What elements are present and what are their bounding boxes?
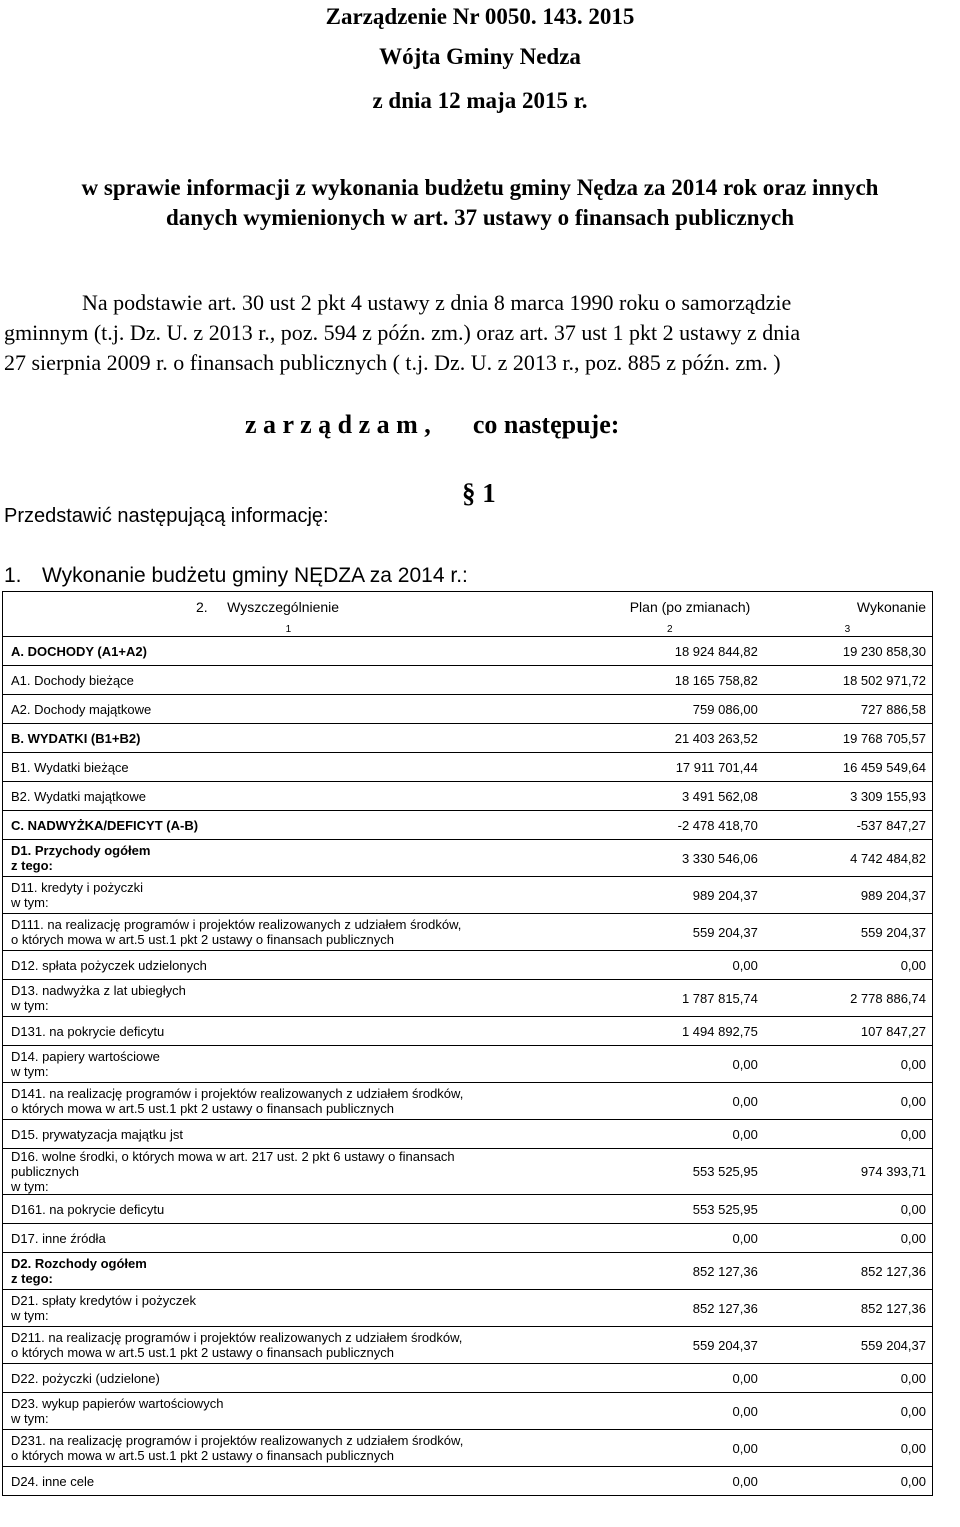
plan-value: 559 204,37 — [574, 914, 761, 951]
plan-value: 0,00 — [574, 1120, 761, 1149]
row-label — [3, 1393, 574, 1430]
row-label-line: D211. na realizację programów i projektów realizowanych z udziałem środków, — [11, 1330, 463, 1345]
row-label-line: D2. Rozchody ogółem — [11, 1256, 147, 1271]
column-number-row — [3, 622, 933, 637]
table-row — [3, 1290, 933, 1327]
issuer: Wójta Gminy Nedza — [379, 44, 581, 69]
plan-value: 1 787 815,74 — [574, 980, 761, 1017]
row-label — [3, 951, 574, 980]
table-row — [3, 877, 933, 914]
plan-value: 0,00 — [574, 1224, 761, 1253]
execution-value: 2 778 886,74 — [761, 980, 933, 1017]
row-label-line: B2. Wydatki majątkowe — [11, 788, 146, 804]
plan-value: 0,00 — [574, 1046, 761, 1083]
plan-value: 1 494 892,75 — [574, 1017, 761, 1046]
execution-value: 0,00 — [761, 1467, 933, 1496]
row-label-line: w tym: — [11, 1179, 49, 1194]
plan-value: 3 491 562,08 — [574, 782, 761, 811]
header-col2: Plan (po zmianach) — [629, 599, 751, 615]
row-label-line: w tym: — [11, 1064, 49, 1079]
plan-value: 553 525,95 — [574, 1195, 761, 1224]
table-row — [3, 1253, 933, 1290]
row-label-line: o których mowa w art.5 ust.1 pkt 2 ustawy o finansach publicznych — [11, 1345, 394, 1360]
row-label-line: D13. nadwyżka z lat ubiegłych — [11, 983, 186, 998]
execution-value: 0,00 — [761, 951, 933, 980]
header-num: 2. — [196, 599, 208, 615]
row-label-line: D1. Przychody ogółem — [11, 843, 151, 858]
plan-value: 759 086,00 — [574, 695, 761, 724]
table-row — [3, 753, 933, 782]
table-row — [3, 637, 933, 666]
row-label-line: w tym: — [11, 1308, 49, 1323]
row-label-line: o których mowa w art.5 ust.1 pkt 2 ustawy o finansach publicznych — [11, 1101, 394, 1116]
row-label-line: D24. inne cele — [11, 1473, 95, 1489]
row-label-line: D11. kredyty i pożyczki — [11, 880, 143, 895]
row-label-line: z tego: — [11, 858, 53, 873]
plan-value: 3 330 546,06 — [574, 840, 761, 877]
legal-basis-text-1: Na podstawie art. 30 ust 2 pkt 4 ustawy z dnia 8 marca 1990 roku o samorządzie — [82, 290, 792, 315]
legal-basis-line-2: gminnym (t.j. Dz. U. z 2013 r., poz. 594 z późn. zm.) oraz art. 37 ust 1 pkt 2 ustawy z dnia — [4, 320, 801, 345]
row-label-line: D22. pożyczki (udzielone) — [11, 1370, 160, 1386]
row-label — [3, 695, 574, 724]
row-label-line: A1. Dochody bieżące — [11, 672, 134, 688]
row-label — [3, 1017, 574, 1046]
row-label — [3, 1224, 574, 1253]
execution-value: 852 127,36 — [761, 1253, 933, 1290]
plan-value: 553 525,95 — [574, 1149, 761, 1195]
order-date: z dnia 12 maja 2015 r. — [372, 88, 588, 113]
row-label — [3, 666, 574, 695]
row-label — [3, 1467, 574, 1496]
row-label-line: z tego: — [11, 1271, 53, 1286]
table-row — [3, 1017, 933, 1046]
execution-value: 0,00 — [761, 1393, 933, 1430]
execution-value: 19 230 858,30 — [761, 637, 933, 666]
row-label-line: C. NADWYŻKA/DEFICYT (A-B) — [11, 817, 199, 833]
plan-value: 0,00 — [574, 1430, 761, 1467]
row-label-line: D15. prywatyzacja majątku jst — [11, 1126, 183, 1142]
row-label — [3, 1120, 574, 1149]
row-label-line: B. WYDATKI (B1+B2) — [11, 730, 141, 746]
row-label — [3, 637, 574, 666]
execution-value: 107 847,27 — [761, 1017, 933, 1046]
header-col3: Wykonanie — [856, 599, 926, 615]
table-row — [3, 666, 933, 695]
row-label-line: w tym: — [11, 998, 49, 1013]
execution-value: 3 309 155,93 — [761, 782, 933, 811]
subject-line-2: danych wymienionych w art. 37 ustawy o finansach publicznych — [165, 205, 795, 230]
execution-value: 0,00 — [761, 1046, 933, 1083]
table-row — [3, 1046, 933, 1083]
present-info-text: Przedstawić następującą informację: — [4, 505, 329, 527]
column-number-1: 1 — [285, 623, 292, 635]
plan-value: 0,00 — [574, 1467, 761, 1496]
paragraph-mark: § 1 — [462, 478, 496, 508]
header-col1: Wyszczególnienie — [227, 599, 340, 615]
table-row — [3, 1195, 933, 1224]
row-label-line: D14. papiery wartościowe — [11, 1049, 160, 1064]
zarzadzam-text: z a r z ą d z a m , — [245, 410, 431, 439]
execution-value: 18 502 971,72 — [761, 666, 933, 695]
row-label-line: w tym: — [11, 895, 49, 910]
execution-value: 16 459 549,64 — [761, 753, 933, 782]
table-row — [3, 914, 933, 951]
execution-value: 559 204,37 — [761, 1327, 933, 1364]
plan-value: 559 204,37 — [574, 1327, 761, 1364]
row-label-line: B1. Wydatki bieżące — [11, 759, 129, 775]
plan-value: 0,00 — [574, 1393, 761, 1430]
plan-value: 17 911 701,44 — [574, 753, 761, 782]
row-label-line: D231. na realizację programów i projektów realizowanych z udziałem środków, — [11, 1433, 464, 1448]
plan-value: 989 204,37 — [574, 877, 761, 914]
row-label-line: publicznych — [11, 1164, 79, 1179]
row-label — [3, 877, 574, 914]
row-label — [3, 1364, 574, 1393]
table-header-row — [3, 592, 933, 623]
plan-value: 0,00 — [574, 1364, 761, 1393]
table-row — [3, 724, 933, 753]
table-row — [3, 695, 933, 724]
section-heading — [4, 564, 468, 588]
table-row — [3, 1364, 933, 1393]
row-label — [3, 1430, 574, 1467]
order-title: Zarządzenie Nr 0050. 143. 2015 — [325, 4, 635, 29]
row-label — [3, 1046, 574, 1083]
plan-value: 21 403 263,52 — [574, 724, 761, 753]
execution-value: 559 204,37 — [761, 914, 933, 951]
execution-value: 852 127,36 — [761, 1290, 933, 1327]
row-label-line: D16. wolne środki, o których mowa w art. 217 ust. 2 pkt 6 ustawy o finansach — [11, 1149, 455, 1164]
row-label — [3, 1083, 574, 1120]
row-label — [3, 1195, 574, 1224]
row-label-line: o których mowa w art.5 ust.1 pkt 2 ustawy o finansach publicznych — [11, 1448, 394, 1463]
plan-value: 852 127,36 — [574, 1290, 761, 1327]
legal-basis-line-3: 27 sierpnia 2009 r. o finansach publicznych ( t.j. Dz. U. z 2013 r., poz. 885 z późn. zm. ) — [4, 350, 781, 375]
execution-value: 4 742 484,82 — [761, 840, 933, 877]
column-number-3: 3 — [844, 623, 851, 635]
execution-value: 989 204,37 — [761, 877, 933, 914]
row-label-line: D141. na realizację programów i projektów realizowanych z udziałem środków, — [11, 1086, 464, 1101]
execution-value: 0,00 — [761, 1083, 933, 1120]
plan-value: 0,00 — [574, 951, 761, 980]
execution-value: -537 847,27 — [761, 811, 933, 840]
column-number-2: 2 — [667, 623, 673, 635]
table-row — [3, 1327, 933, 1364]
execution-value: 0,00 — [761, 1430, 933, 1467]
table-row — [3, 1149, 933, 1195]
table-row — [3, 1224, 933, 1253]
row-label-line: o których mowa w art.5 ust.1 pkt 2 ustawy o finansach publicznych — [11, 932, 394, 947]
execution-value: 0,00 — [761, 1224, 933, 1253]
legal-basis-line-1 — [4, 288, 956, 318]
plan-value: 18 165 758,82 — [574, 666, 761, 695]
row-label — [3, 811, 574, 840]
row-label — [3, 753, 574, 782]
table-row — [3, 1467, 933, 1496]
row-label-line: D111. na realizację programów i projektów realizowanych z udziałem środków, — [11, 917, 462, 932]
plan-value: 0,00 — [574, 1083, 761, 1120]
execution-value: 974 393,71 — [761, 1149, 933, 1195]
row-label — [3, 1290, 574, 1327]
row-label — [3, 840, 574, 877]
section-title: Wykonanie budżetu gminy NĘDZA za 2014 r.: — [42, 564, 468, 587]
row-label-line: D161. na pokrycie deficytu — [11, 1201, 165, 1217]
row-label-line: A. DOCHODY (A1+A2) — [11, 643, 147, 659]
row-label — [3, 1253, 574, 1290]
row-label-line: D23. wykup papierów wartościowych — [11, 1396, 224, 1411]
table-row — [3, 1120, 933, 1149]
row-label-line: D17. inne źródła — [11, 1230, 106, 1246]
row-label — [3, 914, 574, 951]
table-row — [3, 980, 933, 1017]
execution-value: 727 886,58 — [761, 695, 933, 724]
row-label-line: D21. spłaty kredytów i pożyczek — [11, 1293, 196, 1308]
table-row — [3, 782, 933, 811]
row-label — [3, 724, 574, 753]
table-row — [3, 840, 933, 877]
execution-value: 0,00 — [761, 1364, 933, 1393]
table-row — [3, 811, 933, 840]
plan-value: 852 127,36 — [574, 1253, 761, 1290]
row-label — [3, 1149, 574, 1195]
table-row — [3, 1430, 933, 1467]
table-row — [3, 1083, 933, 1120]
decree-clause — [245, 410, 619, 440]
budget-table — [2, 591, 933, 1496]
row-label-line: D12. spłata pożyczek udzielonych — [11, 957, 207, 973]
row-label — [3, 1327, 574, 1364]
row-label-line: A2. Dochody majątkowe — [11, 701, 152, 717]
plan-value: 18 924 844,82 — [574, 637, 761, 666]
section-number: 1. — [4, 564, 22, 587]
co-nastepuje-text: co następuje: — [472, 410, 620, 439]
plan-value: -2 478 418,70 — [574, 811, 761, 840]
execution-value: 19 768 705,57 — [761, 724, 933, 753]
table-row — [3, 951, 933, 980]
subject-line-1: w sprawie informacji z wykonania budżetu gminy Nędza za 2014 rok oraz innych — [81, 175, 879, 200]
row-label-line: D131. na pokrycie deficytu — [11, 1023, 165, 1039]
row-label-line: w tym: — [11, 1411, 49, 1426]
execution-value: 0,00 — [761, 1120, 933, 1149]
table-row — [3, 1393, 933, 1430]
execution-value: 0,00 — [761, 1195, 933, 1224]
row-label — [3, 782, 574, 811]
header-cell-description — [3, 592, 574, 623]
row-label — [3, 980, 574, 1017]
